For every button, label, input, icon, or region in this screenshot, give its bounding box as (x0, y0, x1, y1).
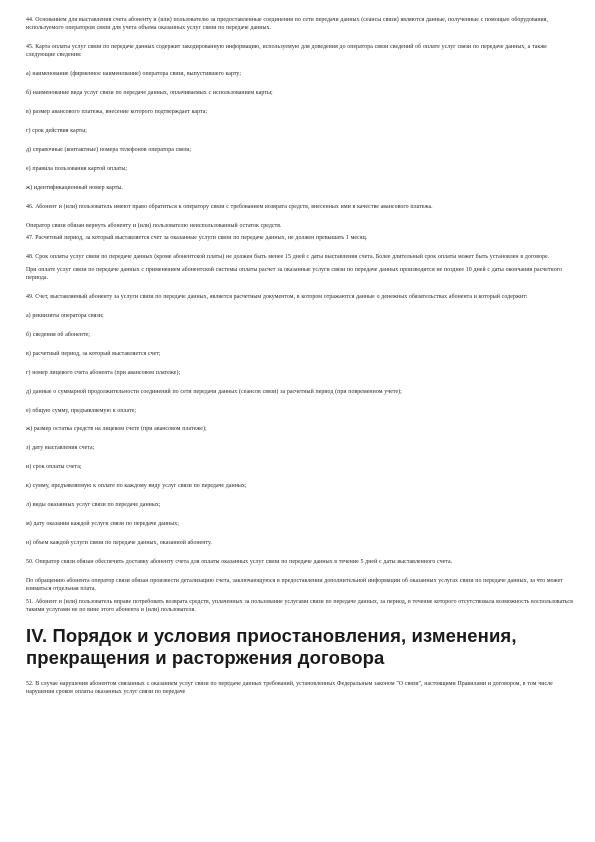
paragraph: з) дату выставления счета; (26, 445, 95, 452)
paragraphs-top (26, 16, 574, 614)
section-heading: IV. Порядок и условия приостановления, изменения, прекращения и расторжения договора (26, 624, 517, 668)
paragraph: 49. Счет, выставляемый абоненту за услуги связи по передаче данных, является расчетным документом, в котором отражаются данные о денежных обязательствах абонента и который содержит: (26, 294, 528, 301)
paragraph: 52. В случае нарушения абонентом связанных с оказанием услуг связи по передаче данных требований, установленных Федеральным законом "О связи", настоящими Правилами и договором, в том числе нарушения сроков оплаты оказанных услуг связи по передаче (26, 680, 553, 696)
paragraph: 45. Карта оплаты услуг связи по передаче данных содержит закодированную информацию, используемую для доведения до оператора связи сведений об оплате услуг связи по передаче данных, а также следующие сведения: (26, 44, 547, 59)
paragraph: н) объем каждой услуги связи по передаче данных, оказанной абоненту. (26, 539, 212, 546)
paragraph: 48. Срок оплаты услуг связи по передаче данных (кроме абонентской платы) не должен быть менее 15 дней с даты выставления счета. Более длительный срок оплаты может быть установлен в договоре. (26, 254, 550, 261)
paragraph: 50. Оператор связи обязан обеспечить доставку абоненту счета для оплаты оказанных услуг связи по передаче данных в течение 5 дней с даты выставленного счета. (26, 558, 453, 565)
document-page (26, 16, 574, 707)
paragraph: б) сведения об абоненте; (26, 331, 90, 338)
paragraph: б) наименование вида услуг связи по передаче данных, оплачиваемых с использованием карты; (26, 90, 273, 97)
paragraph: ж) размер остатка средств на лицевом счете (при авансовом платеже); (26, 426, 207, 433)
paragraph: ж) идентификационный номер карты. (26, 184, 123, 191)
paragraph: д) справочные (контактные) номера телефонов оператора связи; (26, 146, 192, 153)
paragraph: 47. Расчетный период, за который выставляется счет за оказанные услуги связи по передаче данных, не должен превышать 1 месяц. (26, 235, 368, 242)
paragraph: По обращению абонента оператор связи обязан произвести детализацию счета, заключающуюся в предоставлении дополнительной информации об оказанных услугах связи по передаче данных, за что может взиматься отдельная плата. (26, 577, 563, 592)
paragraph: е) правила пользования картой оплаты; (26, 165, 128, 172)
paragraphs-bottom (26, 680, 574, 697)
paragraph: а) реквизиты оператора связи; (26, 313, 104, 320)
paragraph: 46. Абонент и (или) пользователь имеют право обратиться к оператору связи с требованием возврата средств, внесенных ими в качестве авансового платежа. (26, 203, 433, 210)
paragraph: е) общую сумму, предъявляемую к оплате; (26, 407, 137, 414)
paragraph: в) расчетный период, за который выставляется счет; (26, 350, 161, 357)
paragraph: и) срок оплаты счета; (26, 464, 82, 471)
paragraph: 44. Основанием для выставления счета абоненту и (или) пользователю за предоставленные соединения по сети передачи данных (сеансы связи) являются данные, полученные с помощью оборудования, используемого оператором связи для учета объема оказанных услуг связи по передаче данных. (26, 17, 549, 32)
paragraph: в) размер авансового платежа, внесение которого подтверждает карта; (26, 109, 208, 116)
paragraph: При оплате услуг связи по передаче данных с применением абонентской системы оплаты расчет за оказанные услуги связи по передаче данных производится не позднее 10 дней с даты окончания расчетного периода. (26, 266, 563, 282)
paragraph: д) данные о суммарной продолжительности соединений по сети передачи данных (сеансов связи) за расчетный период (при повременном учете); (26, 388, 402, 395)
paragraph: г) номер лицевого счета абонента (при авансовом платеже); (26, 369, 181, 376)
paragraph: Оператор связи обязан вернуть абоненту и (или) пользователю неиспользованный остаток средств. (26, 222, 282, 229)
paragraph: к) сумму, предъявляемую к оплате по каждому виду услуг связи по передаче данных; (26, 483, 247, 490)
paragraph: а) наименование (фирменное наименование) оператора связи, выпустившего карту; (26, 71, 242, 78)
paragraph: м) дату оказания каждой услуги связи по передаче данных; (26, 520, 179, 527)
paragraph: 51. Абонент и (или) пользователь вправе потребовать возврата средств, уплаченных за пользование услугами связи по передаче данных, за период, в течение которого отсутствовала возможность воспользоваться такими услугами не по вине этого абонента и (или) пользователя. (26, 598, 573, 613)
paragraph: л) виды оказанных услуг связи по передаче данных; (26, 501, 161, 508)
paragraph: г) срок действия карты; (26, 128, 87, 135)
